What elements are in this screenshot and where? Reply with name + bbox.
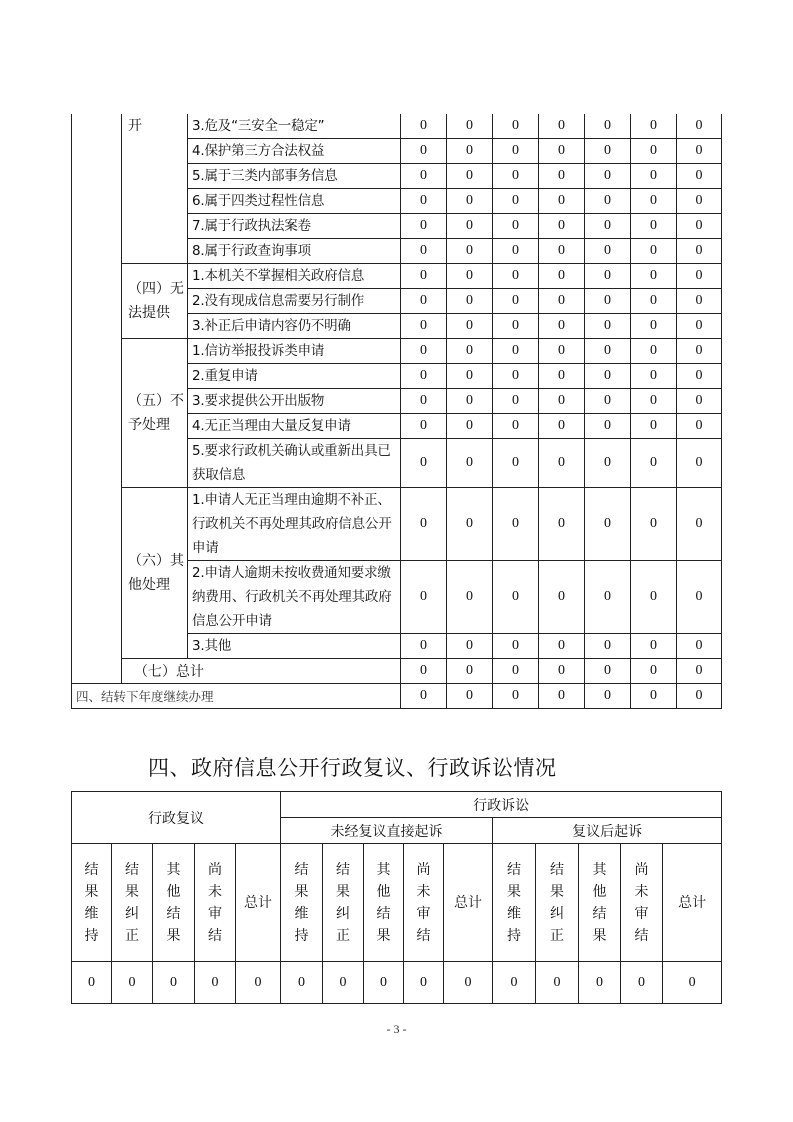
value-cell: 0	[401, 289, 447, 314]
value-cell: 0	[401, 488, 447, 561]
value-cell: 0	[677, 488, 722, 561]
value-cell: 0	[585, 364, 631, 389]
header-row	[72, 792, 722, 818]
value-row	[72, 962, 722, 1004]
value-cell: 0	[323, 962, 364, 1004]
value-cell: 0	[364, 962, 404, 1004]
value-cell: 0	[539, 289, 585, 314]
column-header-label: 结果维持	[294, 861, 309, 944]
column-header	[579, 844, 621, 962]
item-label: 8.属于行政查询事项	[188, 239, 401, 264]
column-header-label: 其他结果	[592, 861, 607, 944]
column-header-label: 尚未审结	[416, 861, 431, 944]
value-cell: 0	[493, 659, 539, 684]
item-label: 5.属于三类内部事务信息	[188, 164, 401, 189]
item-label: 1.本机关不掌握相关政府信息	[188, 264, 401, 289]
value-cell: 0	[493, 289, 539, 314]
item-label: 3.危及“三安全一稳定”	[188, 114, 401, 139]
value-cell: 0	[401, 439, 447, 488]
value-cell: 0	[447, 488, 493, 561]
value-cell: 0	[195, 962, 236, 1004]
value-cell: 0	[677, 364, 722, 389]
value-cell: 0	[539, 414, 585, 439]
column-header-label: 总计	[244, 894, 273, 911]
value-cell: 0	[677, 561, 722, 634]
value-cell: 0	[677, 634, 722, 659]
direct-suit-header: 未经复议直接起诉	[281, 818, 493, 844]
column-header	[404, 844, 444, 962]
item-label: 2.重复申请	[188, 364, 401, 389]
value-cell: 0	[401, 364, 447, 389]
value-cell: 0	[621, 962, 663, 1004]
value-cell: 0	[447, 684, 493, 709]
value-cell: 0	[631, 364, 677, 389]
value-cell: 0	[236, 962, 281, 1004]
value-cell: 0	[631, 561, 677, 634]
value-cell: 0	[585, 264, 631, 289]
value-cell: 0	[447, 389, 493, 414]
value-cell: 0	[677, 164, 722, 189]
value-cell: 0	[539, 139, 585, 164]
value-cell: 0	[539, 164, 585, 189]
item-label: 7.属于行政执法案卷	[188, 214, 401, 239]
carry-label: 四、结转下年度继续办理	[72, 684, 401, 709]
column-header	[112, 844, 153, 962]
disposition-table	[71, 114, 722, 709]
value-cell: 0	[401, 214, 447, 239]
value-cell: 0	[401, 634, 447, 659]
column-header	[281, 844, 323, 962]
column-header	[493, 844, 536, 962]
value-cell: 0	[444, 962, 493, 1004]
item-label: 3.补正后申请内容仍不明确	[188, 314, 401, 339]
value-cell: 0	[585, 439, 631, 488]
value-cell: 0	[677, 114, 722, 139]
value-cell: 0	[677, 314, 722, 339]
value-cell: 0	[401, 114, 447, 139]
value-cell: 0	[447, 289, 493, 314]
value-cell: 0	[447, 414, 493, 439]
item-label: 6.属于四类过程性信息	[188, 189, 401, 214]
value-cell: 0	[539, 339, 585, 364]
value-cell: 0	[539, 264, 585, 289]
value-cell: 0	[585, 339, 631, 364]
value-cell: 0	[493, 139, 539, 164]
table-row	[72, 114, 722, 139]
value-cell: 0	[677, 239, 722, 264]
value-cell: 0	[493, 488, 539, 561]
outer-category-cell	[72, 114, 122, 684]
value-cell: 0	[447, 264, 493, 289]
column-header-label: 结果纠正	[336, 861, 351, 944]
value-cell: 0	[585, 164, 631, 189]
item-label: 3.其他	[188, 634, 401, 659]
value-cell: 0	[539, 314, 585, 339]
item-label: 2.申请人逾期未按收费通知要求缴纳费用、行政机关不再处理其政府信息公开申请	[188, 561, 401, 634]
column-header-row	[72, 844, 722, 962]
value-cell: 0	[585, 389, 631, 414]
value-cell: 0	[447, 339, 493, 364]
carry-row	[72, 684, 722, 709]
value-cell: 0	[677, 189, 722, 214]
value-cell: 0	[493, 962, 536, 1004]
total-row	[72, 659, 722, 684]
value-cell: 0	[585, 114, 631, 139]
value-cell: 0	[631, 314, 677, 339]
value-cell: 0	[631, 114, 677, 139]
value-cell: 0	[401, 139, 447, 164]
column-header-label: 尚未审结	[208, 861, 222, 944]
value-cell: 0	[447, 239, 493, 264]
value-cell: 0	[585, 659, 631, 684]
value-cell: 0	[493, 561, 539, 634]
value-cell: 0	[493, 314, 539, 339]
value-cell: 0	[401, 684, 447, 709]
value-cell: 0	[631, 139, 677, 164]
column-header	[364, 844, 404, 962]
value-cell: 0	[281, 962, 323, 1004]
value-cell: 0	[401, 389, 447, 414]
value-cell: 0	[493, 264, 539, 289]
column-header	[323, 844, 364, 962]
item-label: 4.无正当理由大量反复申请	[188, 414, 401, 439]
value-cell: 0	[677, 289, 722, 314]
value-cell: 0	[401, 264, 447, 289]
value-cell: 0	[585, 214, 631, 239]
value-cell: 0	[677, 139, 722, 164]
value-cell: 0	[539, 439, 585, 488]
after-review-header: 复议后起诉	[493, 818, 722, 844]
value-cell: 0	[493, 214, 539, 239]
value-cell: 0	[539, 561, 585, 634]
value-cell: 0	[585, 414, 631, 439]
value-cell: 0	[539, 389, 585, 414]
value-cell: 0	[677, 439, 722, 488]
value-cell: 0	[493, 414, 539, 439]
value-cell: 0	[493, 114, 539, 139]
value-cell: 0	[585, 634, 631, 659]
value-cell: 0	[677, 389, 722, 414]
column-header	[536, 844, 579, 962]
value-cell: 0	[539, 488, 585, 561]
value-cell: 0	[447, 439, 493, 488]
value-cell: 0	[447, 139, 493, 164]
value-cell: 0	[585, 289, 631, 314]
value-cell: 0	[493, 164, 539, 189]
value-cell: 0	[677, 414, 722, 439]
value-cell: 0	[631, 634, 677, 659]
category-cell: 开	[122, 114, 188, 264]
value-cell: 0	[631, 389, 677, 414]
value-cell: 0	[631, 289, 677, 314]
item-label: 3.要求提供公开出版物	[188, 389, 401, 414]
column-header	[195, 844, 236, 962]
item-label: 5.要求行政机关确认或重新出具已获取信息	[188, 439, 401, 488]
column-header	[236, 844, 281, 962]
value-cell: 0	[631, 659, 677, 684]
category-cell: （四）无法提供	[122, 264, 188, 339]
column-header-label: 总计	[454, 894, 483, 911]
value-cell: 0	[585, 684, 631, 709]
column-header-label: 结果维持	[84, 861, 99, 944]
value-cell: 0	[677, 214, 722, 239]
column-header-label: 其他结果	[376, 861, 391, 944]
value-cell: 0	[401, 414, 447, 439]
value-cell: 0	[585, 139, 631, 164]
value-cell: 0	[631, 189, 677, 214]
column-header	[72, 844, 112, 962]
value-cell: 0	[404, 962, 444, 1004]
item-label: 2.没有现成信息需要另行制作	[188, 289, 401, 314]
column-header	[153, 844, 195, 962]
value-cell: 0	[401, 189, 447, 214]
value-cell: 0	[539, 659, 585, 684]
table-row	[72, 488, 722, 561]
value-cell: 0	[631, 414, 677, 439]
value-cell: 0	[631, 264, 677, 289]
value-cell: 0	[663, 962, 722, 1004]
value-cell: 0	[585, 314, 631, 339]
value-cell: 0	[447, 189, 493, 214]
column-header	[444, 844, 493, 962]
value-cell: 0	[401, 164, 447, 189]
column-header-label: 结果维持	[507, 861, 522, 944]
review-header: 行政复议	[72, 792, 281, 844]
category-cell: （六）其他处理	[122, 488, 188, 659]
page-number: - 3 -	[386, 1022, 407, 1036]
value-cell: 0	[631, 439, 677, 488]
value-cell: 0	[536, 962, 579, 1004]
value-cell: 0	[631, 488, 677, 561]
value-cell: 0	[585, 561, 631, 634]
value-cell: 0	[112, 962, 153, 1004]
column-header-label: 结果纠正	[125, 861, 139, 944]
column-header-label: 结果纠正	[550, 861, 565, 944]
value-cell: 0	[493, 634, 539, 659]
value-cell: 0	[493, 684, 539, 709]
value-cell: 0	[677, 659, 722, 684]
value-cell: 0	[401, 314, 447, 339]
section-heading: 四、政府信息公开行政复议、行政诉讼情况	[148, 756, 557, 780]
value-cell: 0	[677, 264, 722, 289]
value-cell: 0	[493, 189, 539, 214]
value-cell: 0	[153, 962, 195, 1004]
value-cell: 0	[631, 164, 677, 189]
column-header	[621, 844, 663, 962]
value-cell: 0	[585, 239, 631, 264]
value-cell: 0	[539, 214, 585, 239]
value-cell: 0	[539, 684, 585, 709]
value-cell: 0	[493, 439, 539, 488]
column-header-label: 尚未审结	[634, 861, 649, 944]
value-cell: 0	[631, 684, 677, 709]
value-cell: 0	[585, 189, 631, 214]
item-label: 1.信访举报投诉类申请	[188, 339, 401, 364]
value-cell: 0	[579, 962, 621, 1004]
category-cell: （五）不予处理	[122, 339, 188, 488]
total-label: （七）总计	[122, 659, 401, 684]
value-cell: 0	[401, 339, 447, 364]
column-header	[663, 844, 722, 962]
value-cell: 0	[401, 239, 447, 264]
item-label: 4.保护第三方合法权益	[188, 139, 401, 164]
value-cell: 0	[493, 239, 539, 264]
value-cell: 0	[401, 659, 447, 684]
value-cell: 0	[539, 634, 585, 659]
value-cell: 0	[447, 364, 493, 389]
value-cell: 0	[447, 634, 493, 659]
value-cell: 0	[539, 239, 585, 264]
item-label: 1.申请人无正当理由逾期不补正、行政机关不再处理其政府信息公开申请	[188, 488, 401, 561]
table-row	[72, 339, 722, 364]
value-cell: 0	[677, 684, 722, 709]
value-cell: 0	[631, 339, 677, 364]
value-cell: 0	[72, 962, 112, 1004]
value-cell: 0	[447, 659, 493, 684]
value-cell: 0	[447, 561, 493, 634]
value-cell: 0	[631, 214, 677, 239]
value-cell: 0	[539, 114, 585, 139]
value-cell: 0	[539, 189, 585, 214]
value-cell: 0	[677, 339, 722, 364]
value-cell: 0	[447, 214, 493, 239]
review-litigation-table	[71, 791, 722, 1004]
value-cell: 0	[493, 364, 539, 389]
value-cell: 0	[447, 314, 493, 339]
value-cell: 0	[539, 364, 585, 389]
value-cell: 0	[493, 389, 539, 414]
litigation-header: 行政诉讼	[281, 792, 722, 818]
value-cell: 0	[631, 239, 677, 264]
value-cell: 0	[401, 561, 447, 634]
value-cell: 0	[447, 114, 493, 139]
value-cell: 0	[493, 339, 539, 364]
column-header-label: 总计	[678, 894, 707, 911]
value-cell: 0	[447, 164, 493, 189]
value-cell: 0	[585, 488, 631, 561]
column-header-label: 其他结果	[166, 861, 181, 944]
table-row	[72, 264, 722, 289]
